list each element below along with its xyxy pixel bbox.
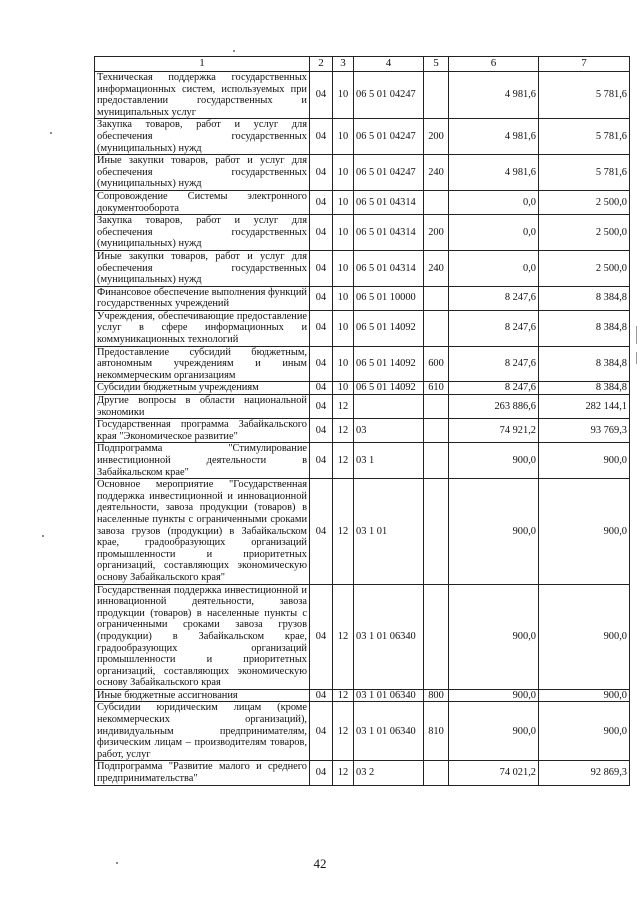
row-section: 04 [310, 761, 333, 785]
column-header: 7 [539, 57, 630, 72]
row-amount-1: 0,0 [449, 215, 539, 251]
row-section: 04 [310, 190, 333, 214]
table-row [95, 346, 630, 382]
row-amount-2: 2 500,0 [539, 215, 630, 251]
table-row [95, 286, 630, 310]
row-subsection: 10 [333, 72, 354, 119]
scan-edge-mark [636, 326, 637, 344]
budget-table [94, 56, 630, 786]
row-subsection: 10 [333, 215, 354, 251]
row-name: Другие вопросы в области национальной экономики [95, 395, 310, 419]
row-target-code: 03 1 [354, 443, 424, 479]
table-row [95, 479, 630, 584]
table-row [95, 215, 630, 251]
row-expense-type: 240 [424, 155, 449, 191]
page-number: 42 [313, 856, 327, 871]
row-subsection: 12 [333, 419, 354, 443]
row-amount-1: 8 247,6 [449, 286, 539, 310]
row-amount-2: 900,0 [539, 584, 630, 689]
scan-speck [50, 132, 52, 134]
row-subsection: 12 [333, 443, 354, 479]
row-expense-type [424, 310, 449, 346]
row-expense-type [424, 443, 449, 479]
row-name: Иные бюджетные ассигнования [95, 689, 310, 702]
table-row [95, 310, 630, 346]
table-row [95, 72, 630, 119]
row-amount-2: 900,0 [539, 702, 630, 761]
row-amount-1: 900,0 [449, 443, 539, 479]
row-name: Основное мероприятие "Государственная поддержка инвестиционной и инновационной деятельности, завоза продукции (товаров) в населенные пункты с ограниченными сроками завоза грузов (продукции) в Забайкальском крае, градообразующих организаций промышленности и приоритетных организаций, составляющих экономическую основу Забайкальского края" [95, 479, 310, 584]
row-section: 04 [310, 584, 333, 689]
row-subsection: 10 [333, 310, 354, 346]
row-amount-1: 4 981,6 [449, 119, 539, 155]
row-target-code: 06 5 01 14092 [354, 382, 424, 395]
row-amount-2: 900,0 [539, 689, 630, 702]
row-target-code: 03 [354, 419, 424, 443]
row-target-code: 06 5 01 14092 [354, 346, 424, 382]
row-target-code: 06 5 01 04247 [354, 72, 424, 119]
row-target-code: 03 1 01 06340 [354, 702, 424, 761]
row-expense-type [424, 395, 449, 419]
table-row [95, 584, 630, 689]
row-expense-type: 810 [424, 702, 449, 761]
row-section: 04 [310, 215, 333, 251]
table-row [95, 689, 630, 702]
row-section: 04 [310, 155, 333, 191]
row-amount-1: 0,0 [449, 250, 539, 286]
row-target-code: 06 5 01 04314 [354, 250, 424, 286]
row-expense-type: 200 [424, 215, 449, 251]
row-amount-2: 8 384,8 [539, 310, 630, 346]
row-expense-type [424, 72, 449, 119]
row-name: Учреждения, обеспечивающие предоставление услуг в сфере информационных и коммуникационных технологий [95, 310, 310, 346]
row-amount-1: 8 247,6 [449, 346, 539, 382]
row-section: 04 [310, 72, 333, 119]
scan-speck [233, 50, 235, 52]
row-name: Иные закупки товаров, работ и услуг для обеспечения государственных (муниципальных) нужд [95, 250, 310, 286]
row-target-code: 06 5 01 14092 [354, 310, 424, 346]
row-amount-1: 900,0 [449, 689, 539, 702]
row-subsection: 10 [333, 250, 354, 286]
row-name: Подпрограмма "Стимулирование инвестиционной деятельности в Забайкальском крае" [95, 443, 310, 479]
row-name: Подпрограмма "Развитие малого и среднего предпринимательства" [95, 761, 310, 785]
row-subsection: 10 [333, 155, 354, 191]
table-row [95, 419, 630, 443]
row-name: Закупка товаров, работ и услуг для обеспечения государственных (муниципальных) нужд [95, 119, 310, 155]
row-subsection: 12 [333, 689, 354, 702]
table-row [95, 382, 630, 395]
row-expense-type: 240 [424, 250, 449, 286]
row-target-code: 03 1 01 [354, 479, 424, 584]
row-target-code: 06 5 01 10000 [354, 286, 424, 310]
row-subsection: 10 [333, 286, 354, 310]
table-row [95, 119, 630, 155]
row-subsection: 12 [333, 584, 354, 689]
row-expense-type: 200 [424, 119, 449, 155]
row-target-code: 03 2 [354, 761, 424, 785]
row-expense-type [424, 286, 449, 310]
row-amount-2: 5 781,6 [539, 119, 630, 155]
row-amount-2: 2 500,0 [539, 250, 630, 286]
row-amount-1: 263 886,6 [449, 395, 539, 419]
row-section: 04 [310, 119, 333, 155]
row-amount-1: 900,0 [449, 584, 539, 689]
column-header: 2 [310, 57, 333, 72]
row-section: 04 [310, 286, 333, 310]
row-name: Сопровождение Системы электронного документооборота [95, 190, 310, 214]
row-expense-type: 600 [424, 346, 449, 382]
row-name: Техническая поддержка государственных информационных систем, используемых при предоставлении государственных и муниципальных услуг [95, 72, 310, 119]
row-subsection: 12 [333, 395, 354, 419]
row-subsection: 10 [333, 119, 354, 155]
row-section: 04 [310, 310, 333, 346]
row-expense-type [424, 479, 449, 584]
row-target-code: 03 1 01 06340 [354, 689, 424, 702]
row-amount-2: 900,0 [539, 479, 630, 584]
table-row [95, 155, 630, 191]
row-target-code [354, 395, 424, 419]
row-subsection: 10 [333, 382, 354, 395]
row-amount-2: 282 144,1 [539, 395, 630, 419]
row-amount-1: 74 921,2 [449, 419, 539, 443]
row-section: 04 [310, 479, 333, 584]
row-expense-type [424, 190, 449, 214]
row-subsection: 10 [333, 190, 354, 214]
row-subsection: 10 [333, 346, 354, 382]
row-amount-1: 900,0 [449, 702, 539, 761]
row-amount-2: 5 781,6 [539, 155, 630, 191]
row-section: 04 [310, 419, 333, 443]
table-row [95, 190, 630, 214]
row-expense-type [424, 761, 449, 785]
row-section: 04 [310, 443, 333, 479]
row-amount-2: 5 781,6 [539, 72, 630, 119]
scan-speck [42, 535, 44, 537]
table-row [95, 702, 630, 761]
row-amount-2: 8 384,8 [539, 346, 630, 382]
row-target-code: 06 5 01 04247 [354, 119, 424, 155]
row-amount-1: 8 247,6 [449, 382, 539, 395]
row-name: Закупка товаров, работ и услуг для обеспечения государственных (муниципальных) нужд [95, 215, 310, 251]
row-target-code: 06 5 01 04314 [354, 215, 424, 251]
row-amount-1: 74 021,2 [449, 761, 539, 785]
row-amount-2: 92 869,3 [539, 761, 630, 785]
row-section: 04 [310, 702, 333, 761]
row-section: 04 [310, 382, 333, 395]
row-expense-type: 800 [424, 689, 449, 702]
row-expense-type: 610 [424, 382, 449, 395]
row-name: Государственная программа Забайкальского края "Экономическое развитие" [95, 419, 310, 443]
table-row [95, 443, 630, 479]
row-subsection: 12 [333, 702, 354, 761]
table-row [95, 250, 630, 286]
column-header: 4 [354, 57, 424, 72]
row-expense-type [424, 419, 449, 443]
column-header: 6 [449, 57, 539, 72]
row-amount-2: 900,0 [539, 443, 630, 479]
row-name: Субсидии юридическим лицам (кроме некоммерческих организаций), индивидуальным предпринимателям, физическим лицам – производителям товаров, работ, услуг [95, 702, 310, 761]
row-section: 04 [310, 250, 333, 286]
row-target-code: 06 5 01 04247 [354, 155, 424, 191]
row-amount-2: 8 384,8 [539, 382, 630, 395]
table-row [95, 395, 630, 419]
row-target-code: 06 5 01 04314 [354, 190, 424, 214]
row-amount-2: 93 769,3 [539, 419, 630, 443]
table-row [95, 761, 630, 785]
row-target-code: 03 1 01 06340 [354, 584, 424, 689]
column-header: 3 [333, 57, 354, 72]
row-expense-type [424, 584, 449, 689]
row-amount-1: 4 981,6 [449, 155, 539, 191]
row-name: Субсидии бюджетным учреждениям [95, 382, 310, 395]
row-amount-1: 8 247,6 [449, 310, 539, 346]
row-name: Государственная поддержка инвестиционной и инновационной деятельности, завоза продукции (товаров) в населенные пункты с ограниченными сроками завоза грузов (продукции) в Забайкальском крае, градообразующих организаций промышленности и приоритетных организаций, составляющих экономическую основу Забайкальского края [95, 584, 310, 689]
scan-edge-mark [636, 352, 637, 364]
row-amount-2: 8 384,8 [539, 286, 630, 310]
row-section: 04 [310, 689, 333, 702]
row-section: 04 [310, 395, 333, 419]
row-name: Предоставление субсидий бюджетным, автономным учреждениям и иным некоммерческим организациям [95, 346, 310, 382]
row-name: Финансовое обеспечение выполнения функций государственных учреждений [95, 286, 310, 310]
row-name: Иные закупки товаров, работ и услуг для обеспечения государственных (муниципальных) нужд [95, 155, 310, 191]
row-subsection: 12 [333, 479, 354, 584]
column-header: 5 [424, 57, 449, 72]
column-header: 1 [95, 57, 310, 72]
row-amount-1: 0,0 [449, 190, 539, 214]
row-amount-2: 2 500,0 [539, 190, 630, 214]
row-amount-1: 900,0 [449, 479, 539, 584]
row-amount-1: 4 981,6 [449, 72, 539, 119]
table-header-row [95, 57, 630, 72]
row-subsection: 12 [333, 761, 354, 785]
row-section: 04 [310, 346, 333, 382]
